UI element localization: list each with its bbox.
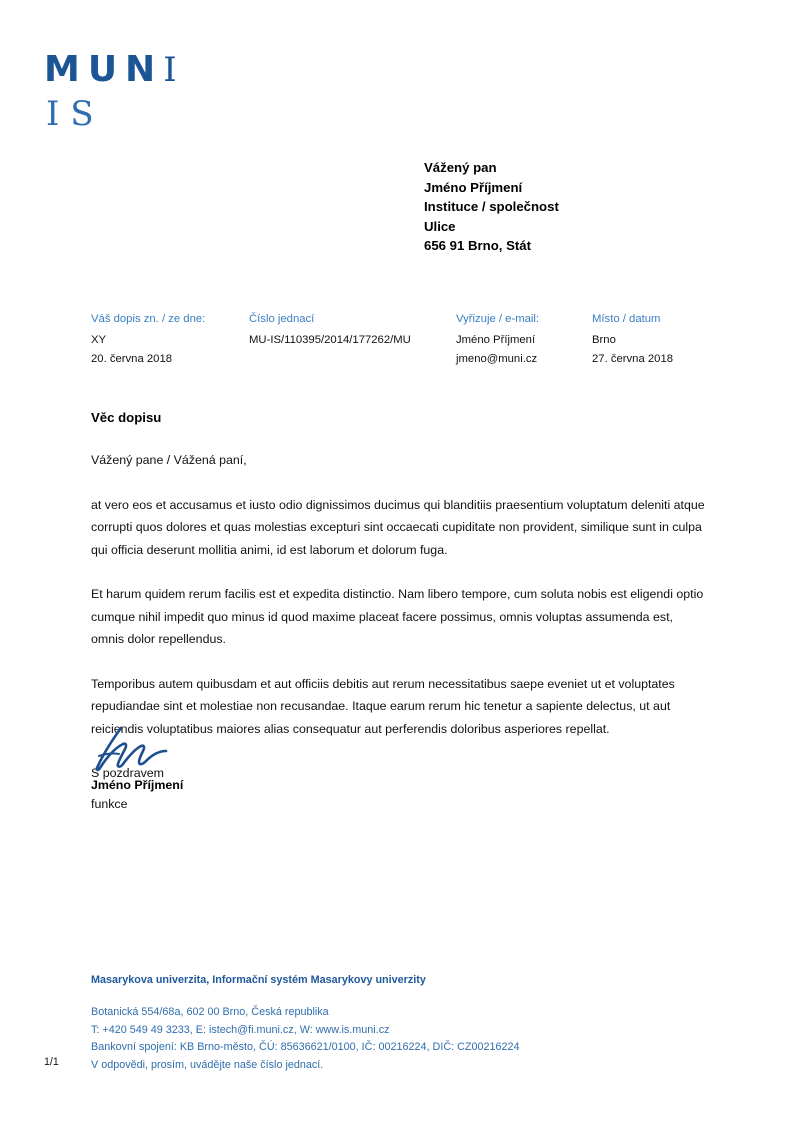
reference-header-file-number: Číslo jednací xyxy=(249,313,315,325)
reference-header-place-date: Místo / datum xyxy=(592,313,661,325)
reference-value-file-number: MU-IS/110395/2014/177262/MU xyxy=(249,333,411,346)
signature-mark xyxy=(91,726,211,774)
footer-line-note: V odpovědi, prosím, uvádějte naše číslo jednací. xyxy=(91,1058,324,1071)
reference-value-your-ref: XY xyxy=(91,333,107,346)
reference-table xyxy=(91,310,711,370)
logo-muni-thin-i: I xyxy=(163,50,185,90)
letter-greeting: Vážený pane / Vážená paní, xyxy=(91,453,247,467)
reference-line-block xyxy=(91,310,711,370)
recipient-line-organization: Instituce / společnost xyxy=(424,199,559,214)
footer-line-address: Botanická 554/68a, 602 00 Brno, Česká republika xyxy=(91,1006,329,1018)
muni-is-logo xyxy=(44,49,234,144)
reference-header-your-ref: Váš dopis zn. / ze dne: xyxy=(91,313,206,325)
recipient-line-salutation: Vážený pan xyxy=(424,160,497,175)
reference-value-contact-name: Jméno Příjmení xyxy=(456,333,536,346)
letter-paragraph-2: Et harum quidem rerum facilis est et expedita distinctio. Nam libero tempore, cum soluta nobis est eligendi optio cumque nihil impedit quo minus id quod maxime placeat facere possimus, omnis voluptas assumenda est, omnis dolor repellendus. xyxy=(91,587,704,646)
recipient-line-name: Jméno Příjmení xyxy=(424,179,523,195)
signer-role: funkce xyxy=(91,797,128,811)
reference-header-contact: Vyřizuje / e-mail: xyxy=(456,313,540,325)
logo-is-text: IS xyxy=(46,94,105,134)
reference-value-place: Brno xyxy=(592,333,616,346)
reference-value-row-1 xyxy=(91,331,711,351)
reference-value-your-ref-date: 20. června 2018 xyxy=(91,353,173,365)
page-number: 1/1 xyxy=(44,1056,59,1068)
footer-line-banking: Bankovní spojení: KB Brno-město, ČÚ: 85636621/0100, IČ: 00216224, DIČ: CZ00216224 xyxy=(91,1041,520,1053)
reference-value-row-2 xyxy=(91,350,711,370)
footer-organization-title: Masarykova univerzita, Informační systém Masarykovy univerzity xyxy=(91,974,426,986)
recipient-line-city: 656 91 Brno, Stát xyxy=(424,238,532,253)
page-footer xyxy=(91,973,731,1074)
reference-value-contact-email[interactable]: jmeno@muni.cz xyxy=(456,353,538,365)
letter-closing: S pozdravem xyxy=(91,766,165,780)
recipient-address-block xyxy=(424,158,744,256)
reference-value-date: 27. června 2018 xyxy=(592,353,674,365)
recipient-line-street: Ulice xyxy=(424,218,456,234)
reference-header-row xyxy=(91,310,711,331)
signer-name: Jméno Příjmení xyxy=(91,778,184,792)
letter-paragraph-3: Temporibus autem quibusdam et aut officiis debitis aut rerum necessitatibus saepe eveniet ut et voluptates repudiandae sint et molestiae non recusandae. Itaque earum rerum hic tenetur a sapiente delectus, ut aut reiciendis voluptatibus maiores alias consequatur aut perferendis doloribus asperiores repellat. xyxy=(91,676,675,736)
footer-line-contact: T: +420 549 49 3233, E: istech@fi.muni.cz, W: www.is.muni.cz xyxy=(91,1023,390,1036)
signature-icon xyxy=(91,726,211,774)
letter-paragraph-1: at vero eos et accusamus et iusto odio dignissimos ducimus qui blanditiis praesentium voluptatum deleniti atque corrupti quos dolores et quas molestias excepturi sint occaecati cupiditate non provident, similique sunt in culpa qui officia deserunt mollitia animi, id est laborum et dolorum fuga. xyxy=(91,497,705,557)
footer-contact-lines xyxy=(91,1004,731,1074)
letter-subject: Věc dopisu xyxy=(91,410,162,425)
logo-muni-letters: MUN xyxy=(44,49,164,90)
reference-value-file-number-extra xyxy=(249,350,456,370)
logo-muni-text xyxy=(44,49,234,90)
